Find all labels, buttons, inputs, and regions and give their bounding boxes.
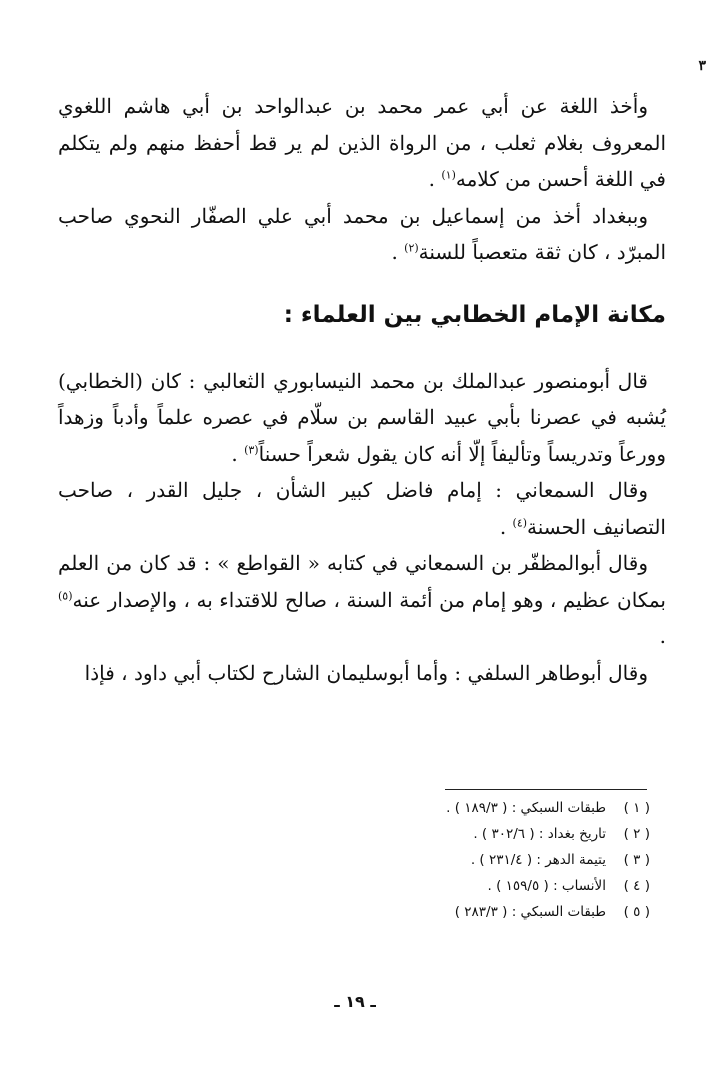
main-text [58,88,666,691]
paragraph-5: وقال أبوالمظفّر بن السمعاني في كتابه « القواطع » : قد كان من العلم بمكان عظيم ، وهو إمام من أئمة السنة ، صالح للاقتداء به ، والإصدار عنه$^{(٥)}$ . [58,551,666,648]
paragraph-2: وببغداد أخذ من إسماعيل بن محمد أبي علي الصفّار النحوي صاحب المبرّد ، كان ثقة متعصباً للسنة$^{(٢)}$ . [58,203,666,264]
paragraph-4: وقال السمعاني : إمام فاضل كبير الشأن ، جليل القدر ، صاحب التصانيف الحسنة$^{(٤)}$ . [58,478,666,539]
corner-mark: ٣ [698,58,706,74]
footnote-ref-2[interactable]: (٢) [404,241,419,255]
footnotes [380,795,650,925]
paragraph-1: وأخذ اللغة عن أبي عمر محمد بن عبدالواحد بن أبي هاشم اللغوي المعروف بغلام ثعلب ، من الرواة الذين لم ير قط أحفظ منهم ولم يتكلم في اللغة أحسن من كلامه$^{(١)}$ . [58,94,666,191]
footnote-divider [445,789,647,790]
paragraph-3: قال أبومنصور عبدالملك بن محمد النيسابوري الثعالبي : كان (الخطابي) يُشبه في عصرنا بأبي عبيد القاسم بن سلّام في عصره علماً وأدباً وزهداً وورعاً وتدريساً وتأليفاً إلّا أنه كان يقول شعراً حسناً$^{(٣)}$ . [58,368,666,466]
footnote-ref-4[interactable]: (٤) [512,515,528,529]
footnote-2: ( ٢ ) تاريخ بغداد : ( ٣٠٢/٦ ) . [473,826,650,842]
footnote-4: ( ٤ ) الأنساب : ( ١٥٩/٥ ) . [487,878,650,894]
footnote-1: ( ١ ) طبقات السبكي : ( ١٨٩/٣ ) . [446,800,650,816]
section-heading: مكانة الإمام الخطابي بين العلماء : [283,301,666,328]
page-number: ـ ١٩ ـ [334,992,376,1011]
paragraph-6: وقال أبوطاهر السلفي : وأما أبوسليمان الشارح لكتاب أبي داود ، فإذا [84,660,648,685]
footnote-ref-3[interactable]: (٣) [244,442,259,456]
footnote-ref-1[interactable]: (١) [441,168,456,182]
footnote-3: ( ٣ ) يتيمة الدهر : ( ٢٣١/٤ ) . [470,852,650,868]
footnote-5: ( ٥ ) طبقات السبكي : ( ٢٨٣/٣ ) [454,904,650,920]
footnote-ref-5[interactable]: (٥) [58,588,73,602]
